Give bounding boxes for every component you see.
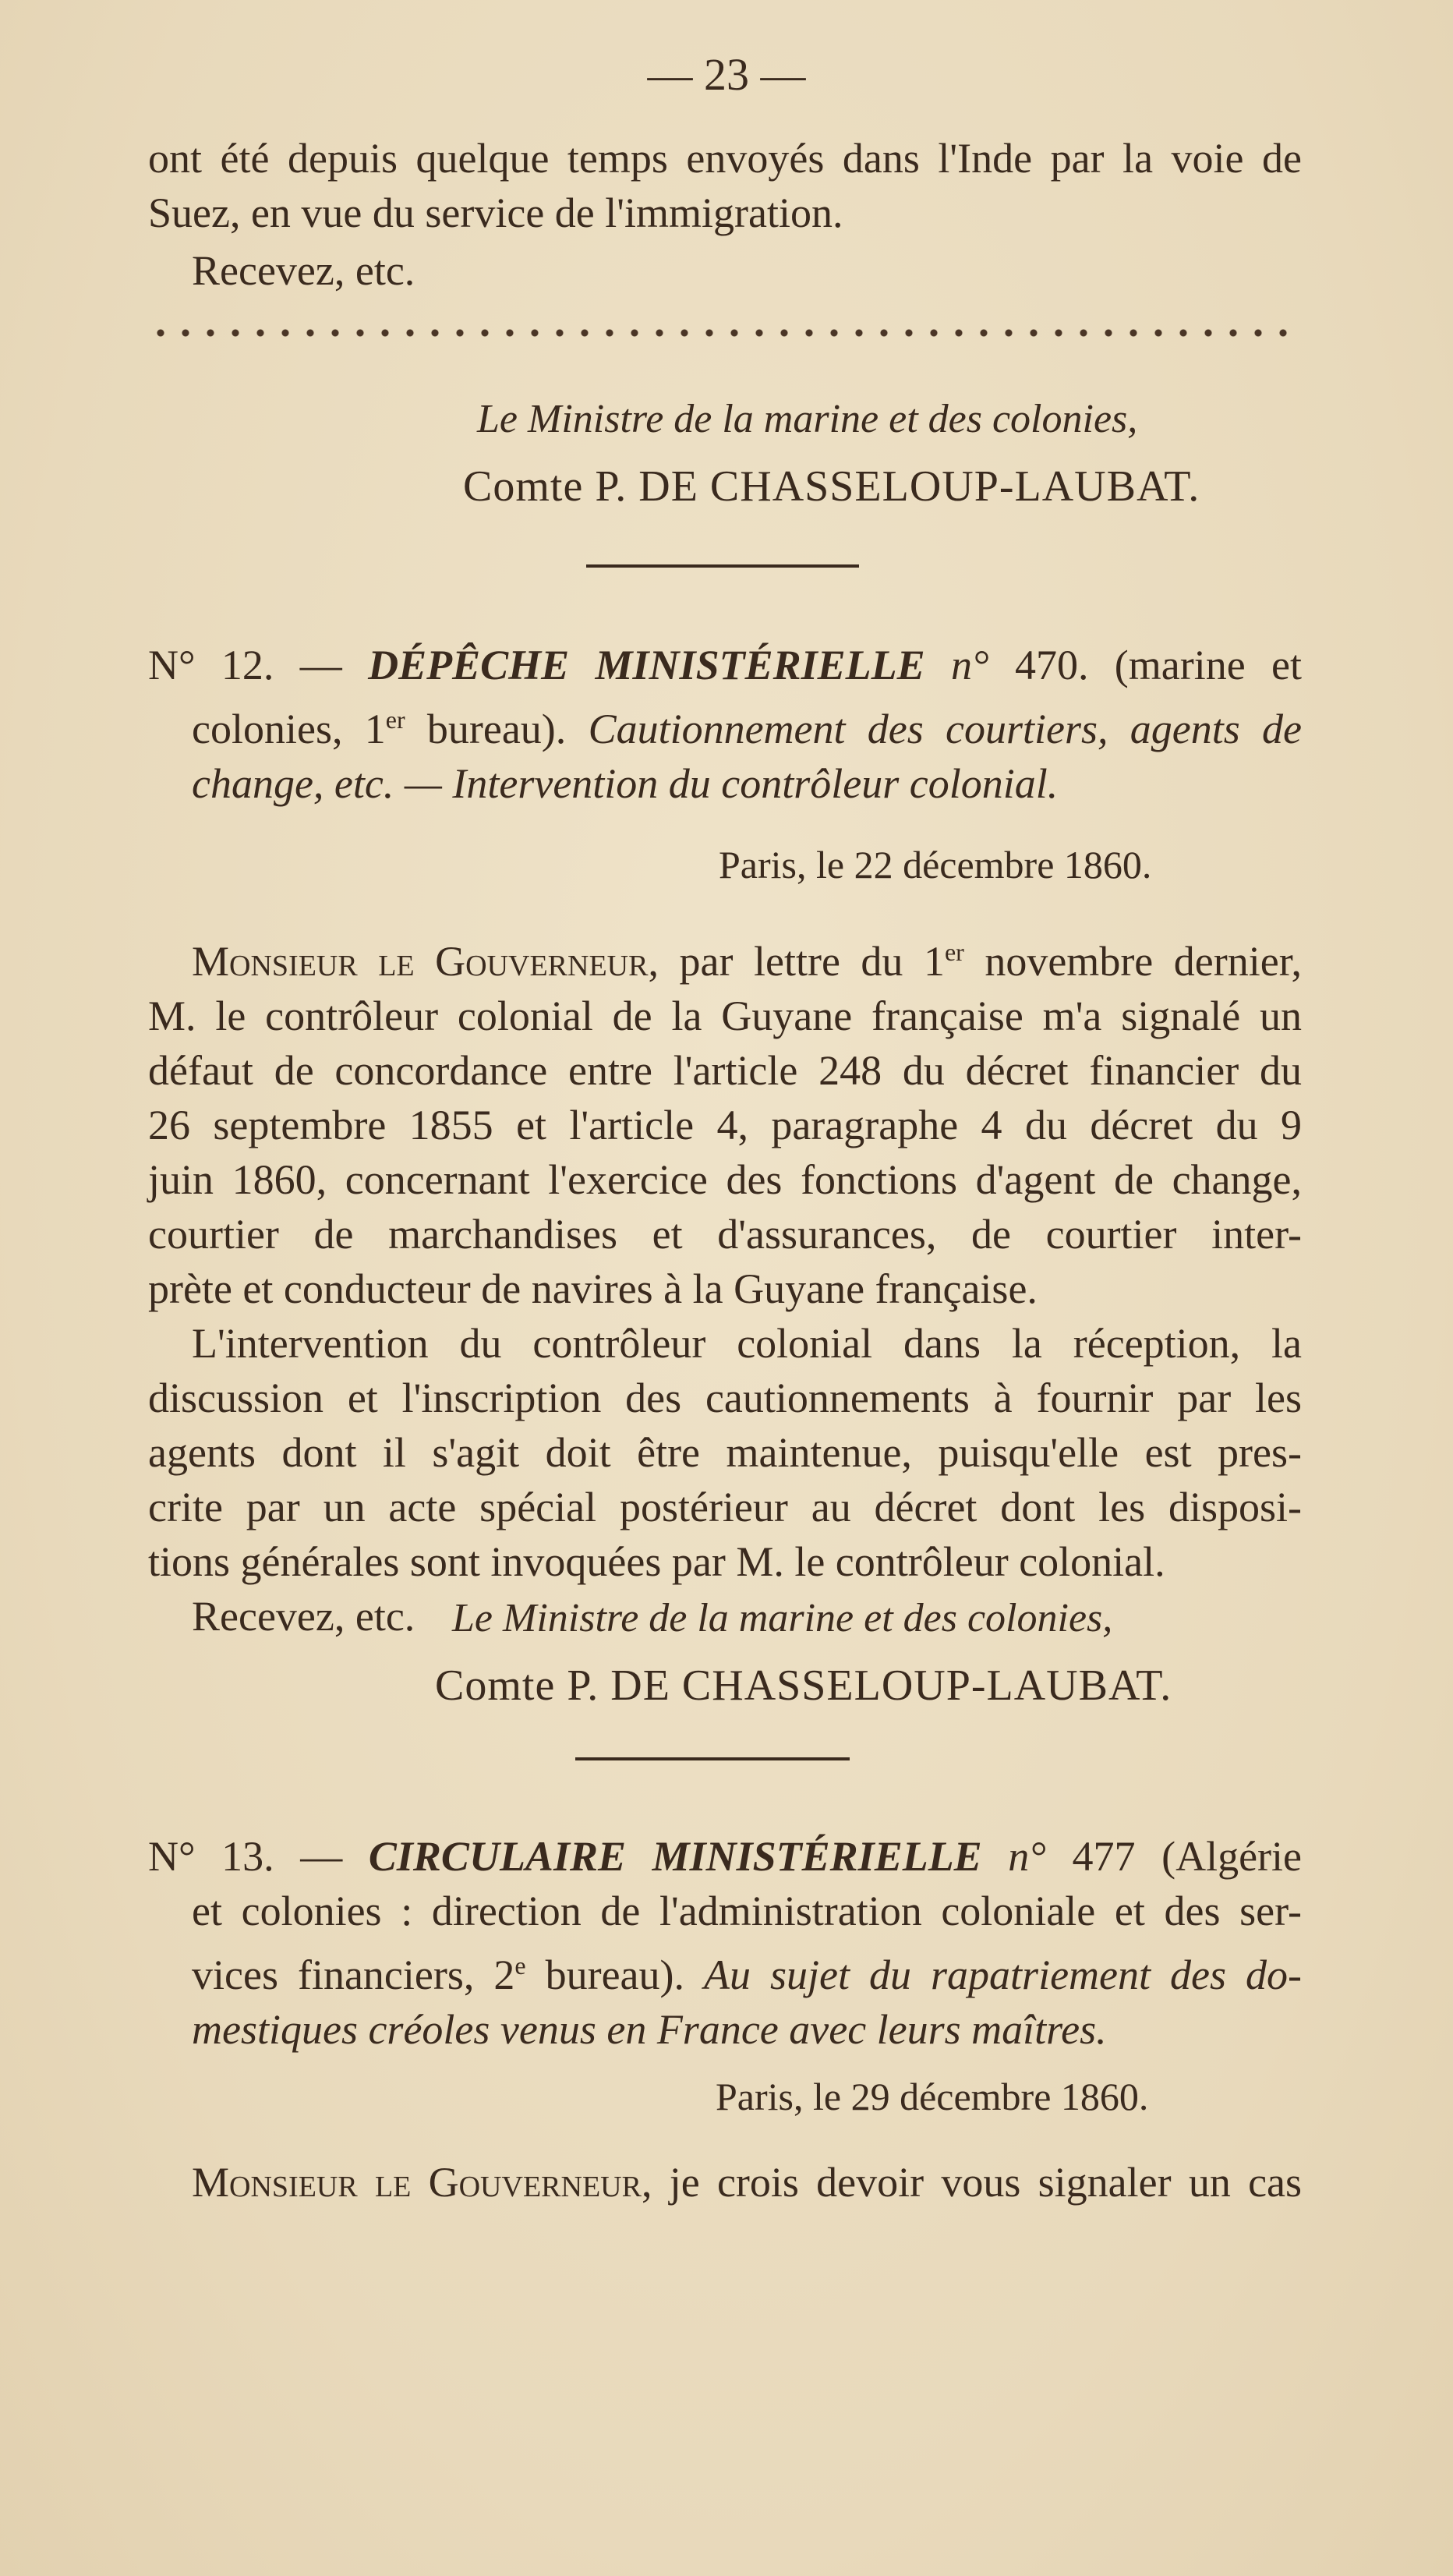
heading-text: bureau).	[426, 706, 567, 752]
text-line: tions générales sont invoquées par M. le contrôleur colonial.	[148, 1538, 1165, 1585]
item-number: N° 13. —	[148, 1833, 343, 1880]
item-12-body	[148, 925, 1302, 1644]
superscript: er	[944, 938, 964, 966]
text-line	[148, 925, 1302, 989]
text-line: agents dont il s'agit doit être maintenue, puisqu'elle est pres-	[148, 1429, 1302, 1476]
heading-text: colonies, 1	[192, 706, 386, 752]
heading-line: et colonies : direction de l'administration coloniale et des ser-	[192, 1888, 1302, 1934]
item-number: N° 12. —	[148, 642, 342, 688]
text-fragment: je crois devoir vous signaler un cas	[669, 2159, 1303, 2206]
heading-subject: mestiques créoles venus en France avec leurs maîtres.	[192, 2006, 1107, 2053]
heading-subject: Au sujet du rapatriement des do-	[704, 1951, 1302, 1998]
page-number: — 23 —	[647, 49, 806, 100]
continuation-paragraph	[148, 131, 1302, 298]
closing-formula: Recevez, etc.	[192, 247, 415, 294]
ref-number: 477	[1072, 1833, 1136, 1880]
text-line: ont été depuis quelque temps envoyés dans l'Inde par la voie de	[148, 135, 1302, 182]
heading-subject: change, etc. — Intervention du contrôleur colonial.	[192, 760, 1059, 807]
ref-no: n°	[950, 642, 989, 688]
heading-text: vices financiers, 2	[192, 1951, 515, 1998]
text-line: défaut de concordance entre l'article 248 du décret financier du	[148, 1047, 1302, 1094]
ref-detail: (marine et	[1114, 642, 1302, 688]
ref-detail: (Algérie	[1161, 1833, 1302, 1880]
signature-name: Comte P. DE CHASSELOUP-LAUBAT.	[463, 462, 1200, 511]
text-line: prète et conducteur de navires à la Guyane française.	[148, 1265, 1038, 1312]
document-type: CIRCULAIRE MINISTÉRIELLE	[368, 1833, 982, 1880]
section-divider	[586, 564, 859, 568]
text-line: L'intervention du contrôleur colonial dans la réception, la	[192, 1320, 1302, 1367]
item-13-heading	[148, 1829, 1302, 2057]
heading-line	[148, 1938, 1302, 2002]
item-12-heading	[148, 638, 1302, 811]
text-line: 26 septembre 1855 et l'article 4, paragraphe 4 du décret du 9	[148, 1102, 1302, 1148]
heading-line	[148, 692, 1302, 756]
signature-title: Le Ministre de la marine et des colonies,	[477, 397, 1138, 441]
text-line: juin 1860, concernant l'exercice des fonctions d'agent de change,	[148, 1156, 1302, 1203]
superscript: er	[385, 706, 405, 734]
text-fragment: par lettre du 1	[679, 938, 945, 985]
dateline: Paris, le 29 décembre 1860.	[716, 2075, 1149, 2118]
heading-line	[148, 1829, 1302, 1884]
document-type: DÉPÊCHE MINISTÉRIELLE	[368, 642, 925, 688]
salutation: Monsieur le Gouverneur,	[192, 2159, 652, 2206]
heading-text: bureau).	[545, 1951, 684, 1998]
signature-name: Comte P. DE CHASSELOUP-LAUBAT.	[435, 1661, 1172, 1710]
text-line: courtier de marchandises et d'assurances, de courtier inter-	[148, 1211, 1302, 1258]
section-divider	[575, 1757, 850, 1760]
text-line: M. le contrôleur colonial de la Guyane française m'a signalé un	[148, 993, 1302, 1039]
text-line	[148, 2155, 1302, 2210]
signature-title: Le Ministre de la marine et des colonies,	[452, 1596, 1113, 1640]
dateline: Paris, le 22 décembre 1860.	[719, 843, 1152, 886]
text-line: crite par un acte spécial postérieur au décret dont les disposi-	[148, 1484, 1302, 1530]
superscript: e	[514, 1951, 526, 1980]
heading-line	[148, 638, 1302, 692]
text-fragment: novembre dernier,	[985, 938, 1303, 985]
ref-no: n°	[1008, 1833, 1046, 1880]
text-line: Suez, en vue du service de l'immigration.	[148, 189, 843, 236]
item-13-body	[148, 2155, 1302, 2210]
ref-number: 470.	[1014, 642, 1089, 688]
salutation: Monsieur le Gouverneur,	[192, 938, 659, 985]
heading-subject: Cautionnement des courtiers, agents de	[588, 706, 1303, 752]
dotted-separator	[148, 326, 1302, 340]
text-line: discussion et l'inscription des cautionnements à fournir par les	[148, 1375, 1302, 1421]
closing-formula: Recevez, etc.	[192, 1593, 415, 1640]
